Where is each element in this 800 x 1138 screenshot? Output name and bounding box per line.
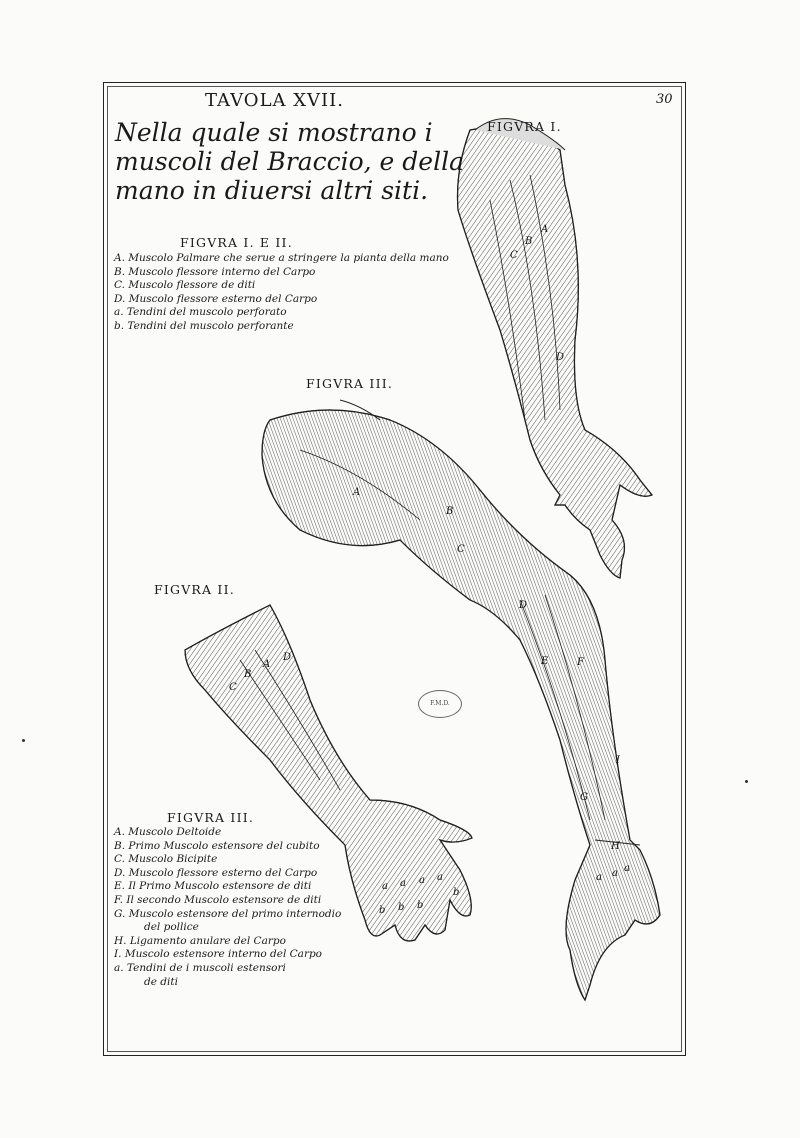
fig3-label-a-tendon: a <box>624 863 630 874</box>
legend-item: D. Muscolo flessore esterno del Carpo <box>114 292 318 305</box>
fig2-label-b-tendon: b <box>379 905 386 916</box>
legend-item: I. Muscolo estensore interno del Carpo <box>114 948 323 961</box>
fig3-label-a-tendon: a <box>612 868 618 879</box>
library-stamp: F.M.D. <box>418 690 462 718</box>
plate-title: TAVOLA XVII. <box>205 90 344 111</box>
fig1-label-c: C <box>510 250 518 261</box>
fig3-label-a-tendon: a <box>596 872 602 883</box>
fig2-label-b-tendon: b <box>417 900 424 911</box>
fig3-label-d: D <box>519 600 528 611</box>
fig3-label-i: I <box>616 755 620 766</box>
plate-subtitle <box>115 118 464 205</box>
legend-item: A. Muscolo Palmare che serue a stringere la pianta della mano <box>114 252 449 264</box>
fig2-label-a-tendon: a <box>400 878 406 889</box>
legend-item: a. Tendini de i muscoli estensori <box>114 961 286 974</box>
fig3-label-f: F <box>577 657 584 668</box>
fig3-label-g: G <box>580 792 588 803</box>
legend-item: C. Muscolo Bicipite <box>114 853 218 866</box>
figure-2-heading: FIGVRA II. <box>154 582 235 597</box>
fig3-label-a: A <box>353 487 361 498</box>
legend-fig3-heading: FIGVRA III. <box>167 810 255 825</box>
legend-item: G. Muscolo estensore del primo internodio <box>114 907 342 920</box>
legend-fig1-2 <box>114 252 449 334</box>
fig1-label-a: A <box>541 224 549 235</box>
subtitle-line: mano in diuersi altri siti. <box>115 176 429 205</box>
fig1-label-b: B <box>525 236 533 247</box>
fig2-label-b: B <box>244 669 252 680</box>
paper-speck <box>22 739 25 742</box>
legend-item: b. Tendini del muscolo perforante <box>114 319 294 332</box>
legend-item: B. Primo Muscolo estensore del cubito <box>114 839 320 852</box>
fig2-label-b-tendon: b <box>398 902 405 913</box>
fig2-label-b-tendon: b <box>453 887 460 898</box>
legend-fig1-2-heading: FIGVRA I. E II. <box>180 235 293 250</box>
legend-item: A. Muscolo Deltoide <box>114 826 222 838</box>
legend-item: D. Muscolo flessore esterno del Carpo <box>114 866 318 879</box>
page-number: 30 <box>656 92 673 107</box>
fig3-label-e: E <box>541 656 549 667</box>
legend-item: B. Muscolo flessore interno del Carpo <box>114 265 316 278</box>
fig2-label-c: C <box>229 682 237 693</box>
fig2-label-a-tendon: a <box>437 872 443 883</box>
fig3-label-b: B <box>446 506 454 517</box>
legend-item: C. Muscolo flessore de diti <box>114 279 256 292</box>
legend-item: a. Tendini del muscolo perforato <box>114 306 287 319</box>
legend-item: F. Il secondo Muscolo estensore de diti <box>114 893 322 906</box>
paper-speck <box>745 780 748 783</box>
subtitle-line: muscoli del Braccio, e della <box>115 147 464 176</box>
legend-item: E. Il Primo Muscolo estensore de diti <box>114 880 312 893</box>
fig2-label-a-tendon: a <box>419 875 425 886</box>
figure-3-heading: FIGVRA III. <box>306 376 394 391</box>
fig3-label-c: C <box>457 544 465 555</box>
legend-item: H. Ligamento anulare del Carpo <box>114 934 286 947</box>
legend-item-continuation: del pollice <box>144 921 199 934</box>
legend-fig3 <box>114 826 341 989</box>
fig2-label-a: A <box>263 659 271 670</box>
figure-1-heading: FIGVRA I. <box>487 119 562 134</box>
fig2-label-d: D <box>283 652 292 663</box>
fig3-label-h: H <box>611 841 620 852</box>
subtitle-line: Nella quale si mostrano i <box>115 118 433 147</box>
fig2-label-a-tendon: a <box>382 881 388 892</box>
fig1-label-d: D <box>556 352 565 363</box>
legend-item-continuation: de diti <box>144 975 178 988</box>
